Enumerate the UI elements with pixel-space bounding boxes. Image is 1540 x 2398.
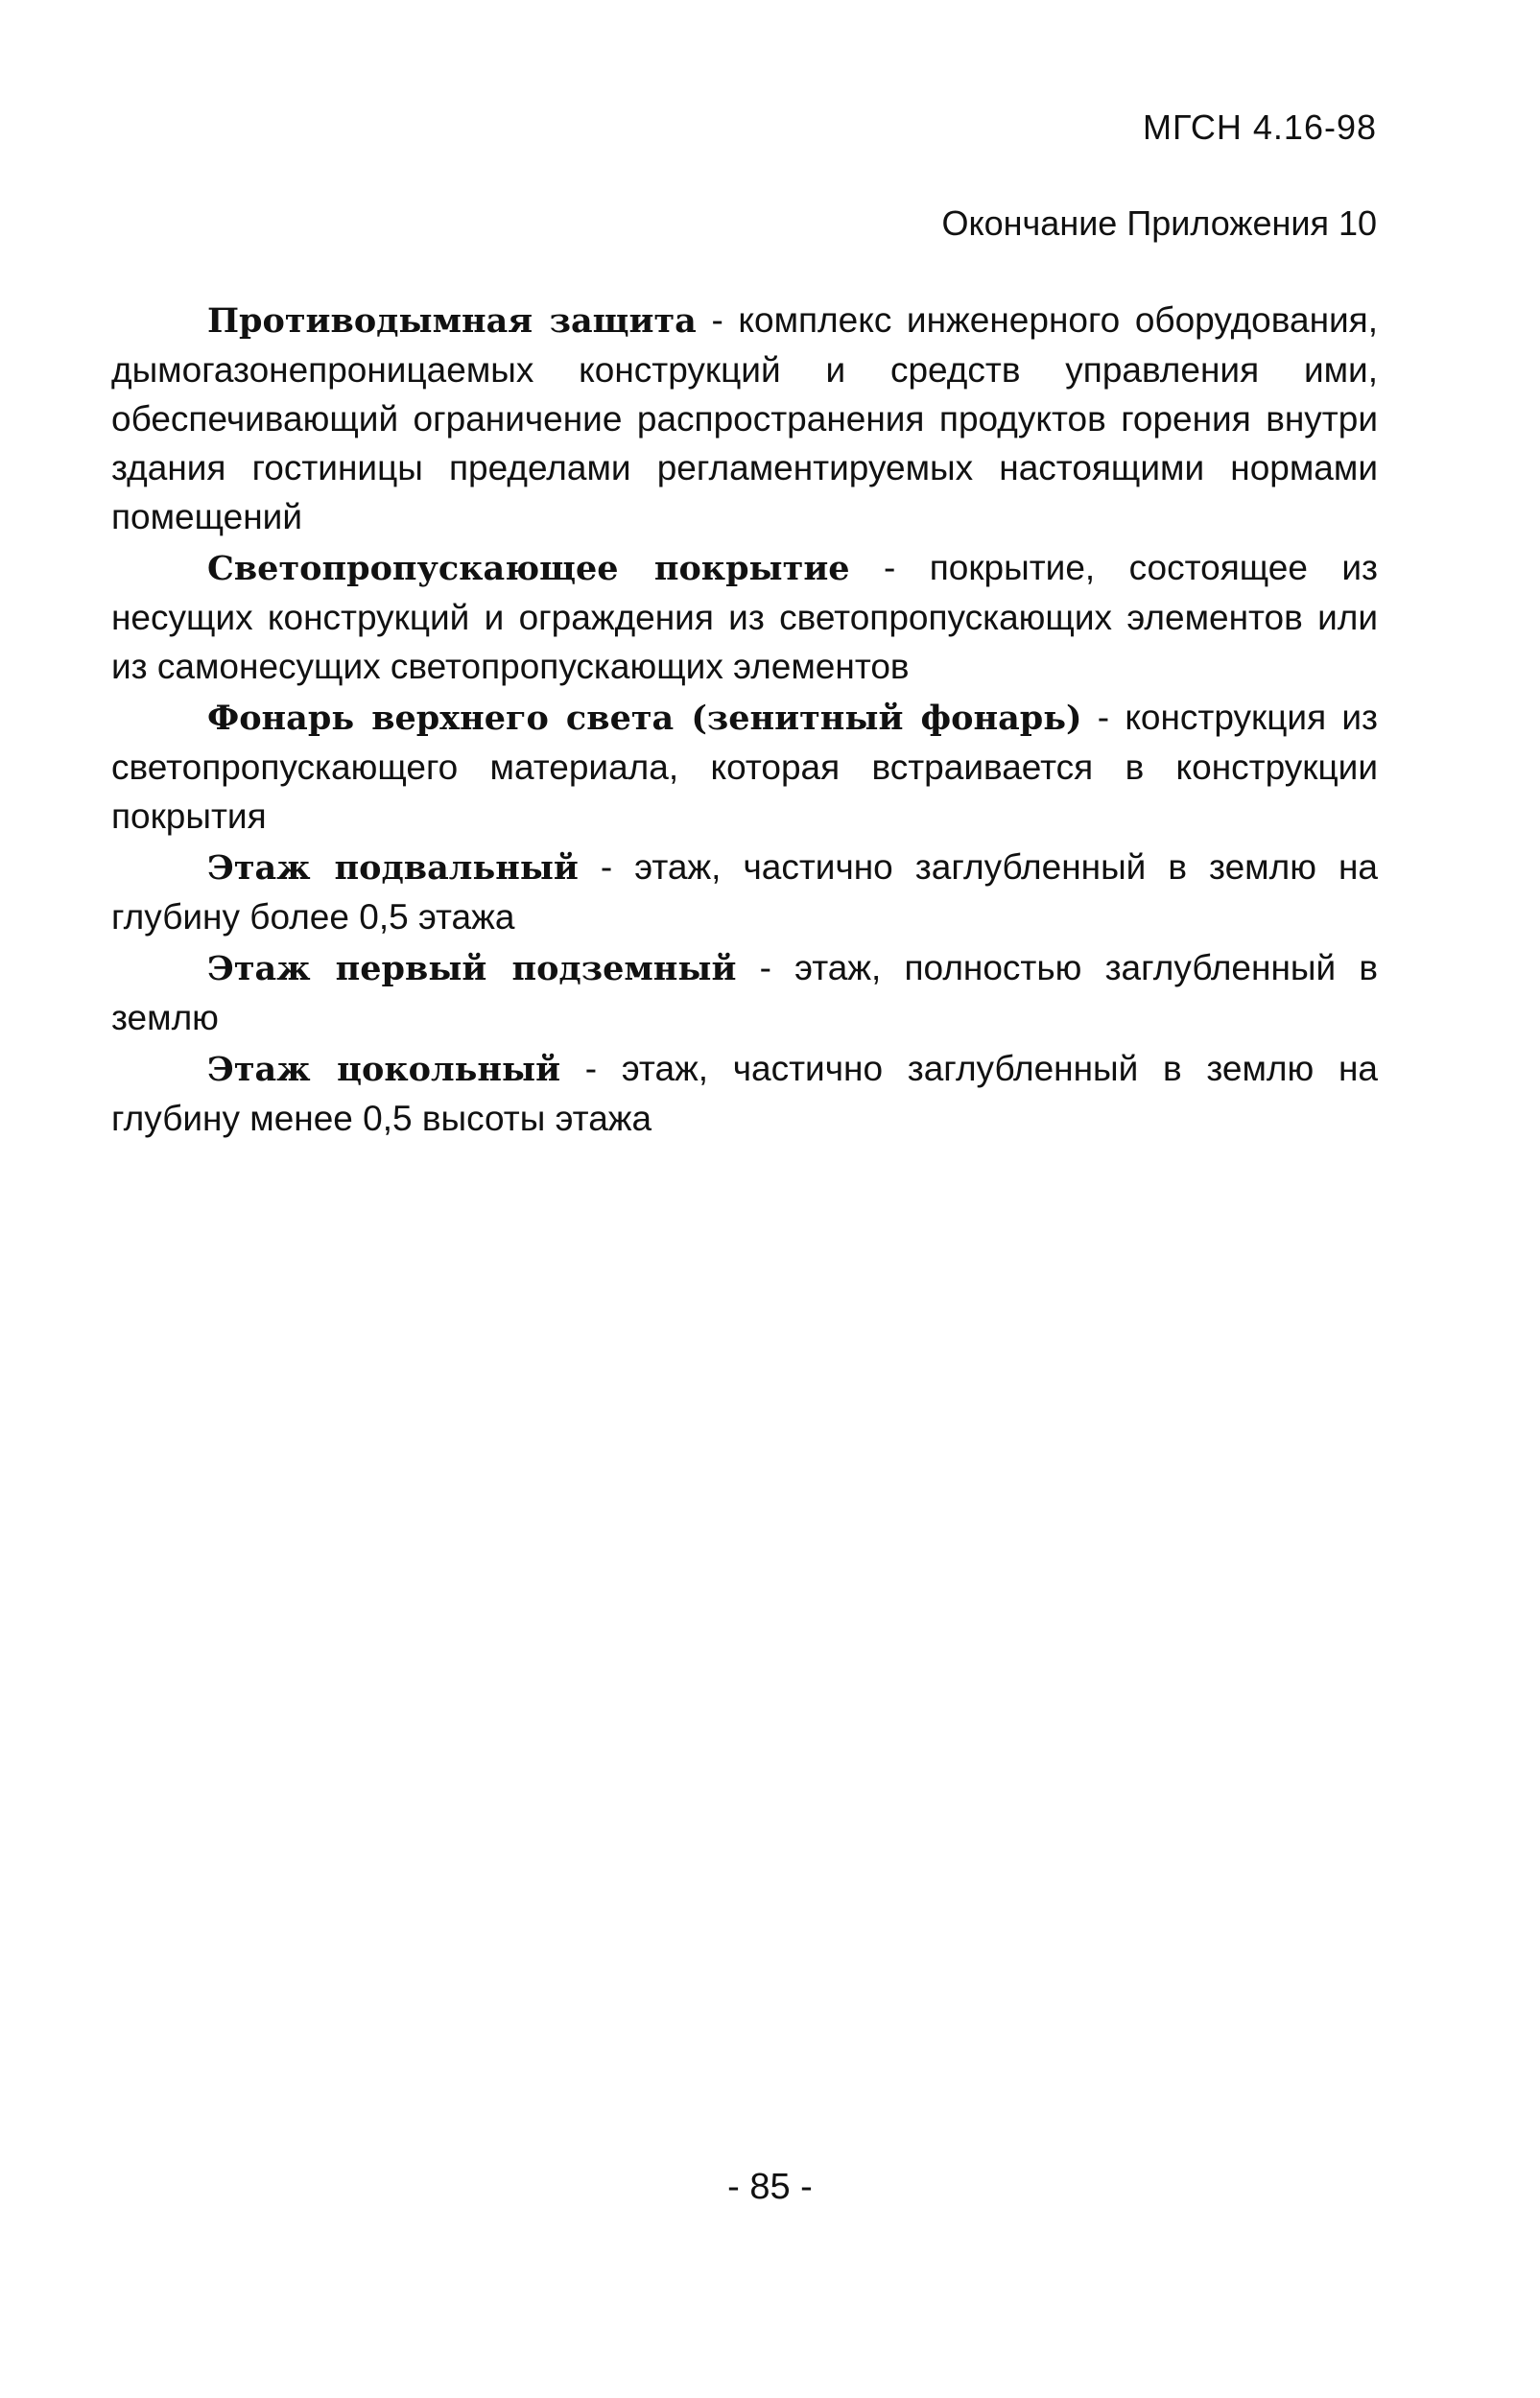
definition-skylight: [111, 693, 1378, 841]
definition-text: - покрытие, состоящее из несущих конструкций и ограждения из светопропускающих элементов или из самонесущих светопропускающих элементов: [111, 548, 1378, 686]
definition-text: - этаж, полностью заглубленный в землю: [111, 948, 1378, 1037]
appendix-note: Окончание Приложения 10: [941, 203, 1377, 243]
definition-term: Этаж подвальный: [207, 848, 579, 888]
definitions-list: [111, 296, 1378, 1145]
definition-basement-floor: [111, 843, 1378, 941]
definition-ground-floor: [111, 1044, 1378, 1143]
definition-translucent-roof: [111, 543, 1378, 691]
definition-text: - этаж, частично заглубленный в землю на глубину менее 0,5 высоты этажа: [111, 1049, 1378, 1138]
definition-first-underground-floor: [111, 943, 1378, 1042]
definition-term: Этаж цокольный: [207, 1050, 561, 1089]
definition-text: - этаж, частично заглубленный в землю на глубину более 0,5 этажа: [111, 847, 1378, 937]
definition-text: - конструкция из светопропускающего материала, которая встраивается в конструкции покрытия: [111, 698, 1378, 836]
definition-term: Противодымная защита: [207, 301, 697, 341]
definition-text: - комплекс инженерного оборудования, дымогазонепроницаемых конструкций и средств управления ими, обеспечивающий ограничение распространения продуктов горения внутри здания гостиницы пределами регламентируемых настоящими нормами помещений: [111, 300, 1378, 536]
page-number: - 85 -: [727, 2167, 813, 2207]
document-code: МГСН 4.16-98: [1143, 107, 1377, 147]
definition-term: Фонарь верхнего света (зенитный фонарь): [207, 699, 1082, 738]
definition-term: Этаж первый подземный: [207, 949, 737, 988]
definition-term: Светопропускающее покрытие: [207, 549, 850, 588]
definition-smoke-protection: [111, 296, 1378, 541]
